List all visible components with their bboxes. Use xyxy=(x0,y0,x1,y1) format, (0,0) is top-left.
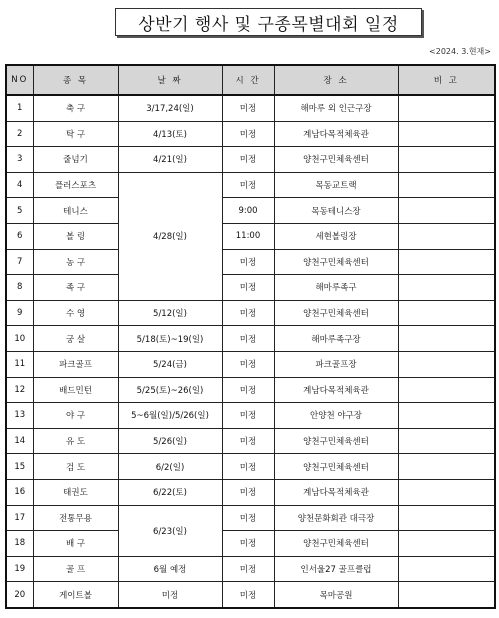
header-time: 시 간 xyxy=(222,65,274,95)
cell-place: 해마루 외 인근구장 xyxy=(274,95,398,121)
cell-date: 5~6월(일)/5/26(일) xyxy=(118,403,222,429)
table-row xyxy=(6,300,495,326)
table-row xyxy=(6,249,495,275)
cell-event: 배드민턴 xyxy=(33,377,118,403)
header-place: 장 소 xyxy=(274,65,398,95)
table-row xyxy=(6,531,495,557)
cell-time: 미정 xyxy=(222,147,274,173)
cell-note xyxy=(398,198,495,224)
cell-place: 목마공원 xyxy=(274,582,398,608)
cell-event: 테니스 xyxy=(33,198,118,224)
cell-place: 양천문화회관 대극장 xyxy=(274,505,398,531)
cell-event: 유 도 xyxy=(33,428,118,454)
cell-date: 5/24(금) xyxy=(118,351,222,377)
cell-time: 11:00 xyxy=(222,223,274,249)
cell-event: 골 프 xyxy=(33,556,118,582)
cell-place: 목동테니스장 xyxy=(274,198,398,224)
cell-place: 해마루족구 xyxy=(274,275,398,301)
cell-note xyxy=(398,172,495,198)
cell-place: 세현볼링장 xyxy=(274,223,398,249)
cell-date: 4/21(일) xyxy=(118,147,222,173)
cell-date-merged: 4/28(일) xyxy=(118,172,222,300)
cell-no: 7 xyxy=(6,249,33,275)
table-row xyxy=(6,147,495,173)
header-no: NO xyxy=(6,65,33,95)
cell-date: 6/2(일) xyxy=(118,454,222,480)
table-row xyxy=(6,403,495,429)
cell-event: 플러스포츠 xyxy=(33,172,118,198)
cell-time: 미정 xyxy=(222,249,274,275)
header-note: 비 고 xyxy=(398,65,495,95)
table-row xyxy=(6,479,495,505)
cell-place: 인서울27 골프클럽 xyxy=(274,556,398,582)
table-row xyxy=(6,556,495,582)
cell-time: 9:00 xyxy=(222,198,274,224)
cell-date: 4/13(토) xyxy=(118,121,222,147)
cell-no: 20 xyxy=(6,582,33,608)
cell-note xyxy=(398,428,495,454)
cell-time: 미정 xyxy=(222,505,274,531)
cell-place: 파크골프장 xyxy=(274,351,398,377)
cell-time: 미정 xyxy=(222,172,274,198)
table-row xyxy=(6,351,495,377)
cell-note xyxy=(398,556,495,582)
header-row xyxy=(6,65,495,95)
cell-note xyxy=(398,275,495,301)
schedule-table xyxy=(5,64,496,609)
cell-no: 8 xyxy=(6,275,33,301)
header-event: 종 목 xyxy=(33,65,118,95)
cell-no: 12 xyxy=(6,377,33,403)
cell-no: 17 xyxy=(6,505,33,531)
table-row xyxy=(6,454,495,480)
cell-note xyxy=(398,95,495,121)
cell-note xyxy=(398,147,495,173)
cell-event: 궁 살 xyxy=(33,326,118,352)
cell-place: 목동교트랙 xyxy=(274,172,398,198)
cell-time: 미정 xyxy=(222,403,274,429)
cell-event: 족 구 xyxy=(33,275,118,301)
cell-note xyxy=(398,377,495,403)
cell-event: 탁 구 xyxy=(33,121,118,147)
cell-event: 수 영 xyxy=(33,300,118,326)
table-row xyxy=(6,121,495,147)
cell-place: 양천구민체육센터 xyxy=(274,428,398,454)
cell-note xyxy=(398,454,495,480)
page-title: 상반기 행사 및 구종목별대회 일정 xyxy=(138,14,399,35)
cell-no: 11 xyxy=(6,351,33,377)
cell-note xyxy=(398,479,495,505)
cell-no: 16 xyxy=(6,479,33,505)
table-row xyxy=(6,95,495,121)
table-row xyxy=(6,172,495,198)
cell-time: 미정 xyxy=(222,479,274,505)
cell-no: 2 xyxy=(6,121,33,147)
cell-time: 미정 xyxy=(222,300,274,326)
cell-date: 미정 xyxy=(118,582,222,608)
cell-event: 야 구 xyxy=(33,403,118,429)
cell-no: 3 xyxy=(6,147,33,173)
table-row xyxy=(6,223,495,249)
cell-event: 배 구 xyxy=(33,531,118,557)
cell-note xyxy=(398,582,495,608)
as-of-date: <2024. 3.현재> xyxy=(429,47,491,56)
cell-no: 9 xyxy=(6,300,33,326)
cell-note xyxy=(398,223,495,249)
cell-note xyxy=(398,403,495,429)
cell-no: 1 xyxy=(6,95,33,121)
cell-place: 계남다목적체육관 xyxy=(274,121,398,147)
cell-event: 게이트볼 xyxy=(33,582,118,608)
cell-event: 축 구 xyxy=(33,95,118,121)
cell-time: 미정 xyxy=(222,428,274,454)
cell-no: 5 xyxy=(6,198,33,224)
cell-event: 줄넘기 xyxy=(33,147,118,173)
cell-event: 볼 링 xyxy=(33,223,118,249)
cell-note xyxy=(398,531,495,557)
cell-note xyxy=(398,351,495,377)
cell-place: 해마루족구장 xyxy=(274,326,398,352)
cell-date: 5/12(일) xyxy=(118,300,222,326)
table-row xyxy=(6,275,495,301)
cell-date: 5/18(토)~19(일) xyxy=(118,326,222,352)
cell-time: 미정 xyxy=(222,582,274,608)
table-row xyxy=(6,428,495,454)
cell-place: 계남다목적체육관 xyxy=(274,377,398,403)
cell-event: 검 도 xyxy=(33,454,118,480)
cell-no: 4 xyxy=(6,172,33,198)
cell-date-merged: 6/23(일) xyxy=(118,505,222,556)
table-row xyxy=(6,505,495,531)
cell-note xyxy=(398,505,495,531)
cell-no: 18 xyxy=(6,531,33,557)
cell-place: 양천구민체육센터 xyxy=(274,531,398,557)
cell-place: 안양천 야구장 xyxy=(274,403,398,429)
cell-place: 양천구민체육센터 xyxy=(274,249,398,275)
cell-no: 14 xyxy=(6,428,33,454)
cell-no: 13 xyxy=(6,403,33,429)
cell-time: 미정 xyxy=(222,377,274,403)
cell-date: 6월 예정 xyxy=(118,556,222,582)
title-box xyxy=(115,8,422,36)
table-row xyxy=(6,377,495,403)
cell-time: 미정 xyxy=(222,454,274,480)
table-row xyxy=(6,326,495,352)
cell-event: 파크골프 xyxy=(33,351,118,377)
cell-no: 10 xyxy=(6,326,33,352)
cell-time: 미정 xyxy=(222,531,274,557)
cell-place: 양천구민체육센터 xyxy=(274,454,398,480)
cell-date: 5/26(일) xyxy=(118,428,222,454)
cell-time: 미정 xyxy=(222,275,274,301)
table-row xyxy=(6,582,495,608)
cell-event: 농 구 xyxy=(33,249,118,275)
cell-note xyxy=(398,326,495,352)
cell-no: 15 xyxy=(6,454,33,480)
cell-time: 미정 xyxy=(222,326,274,352)
table-row xyxy=(6,198,495,224)
cell-note xyxy=(398,121,495,147)
cell-time: 미정 xyxy=(222,95,274,121)
cell-event: 태권도 xyxy=(33,479,118,505)
cell-no: 19 xyxy=(6,556,33,582)
cell-event: 전통무용 xyxy=(33,505,118,531)
cell-date: 5/25(토)~26(일) xyxy=(118,377,222,403)
cell-time: 미정 xyxy=(222,351,274,377)
cell-date: 3/17,24(일) xyxy=(118,95,222,121)
cell-no: 6 xyxy=(6,223,33,249)
cell-place: 양천구민체육센터 xyxy=(274,147,398,173)
header-date: 날 짜 xyxy=(118,65,222,95)
cell-date: 6/22(토) xyxy=(118,479,222,505)
cell-time: 미정 xyxy=(222,556,274,582)
cell-note xyxy=(398,300,495,326)
cell-place: 계남다목적체육관 xyxy=(274,479,398,505)
cell-note xyxy=(398,249,495,275)
cell-time: 미정 xyxy=(222,121,274,147)
cell-place: 양천구민체육센터 xyxy=(274,300,398,326)
